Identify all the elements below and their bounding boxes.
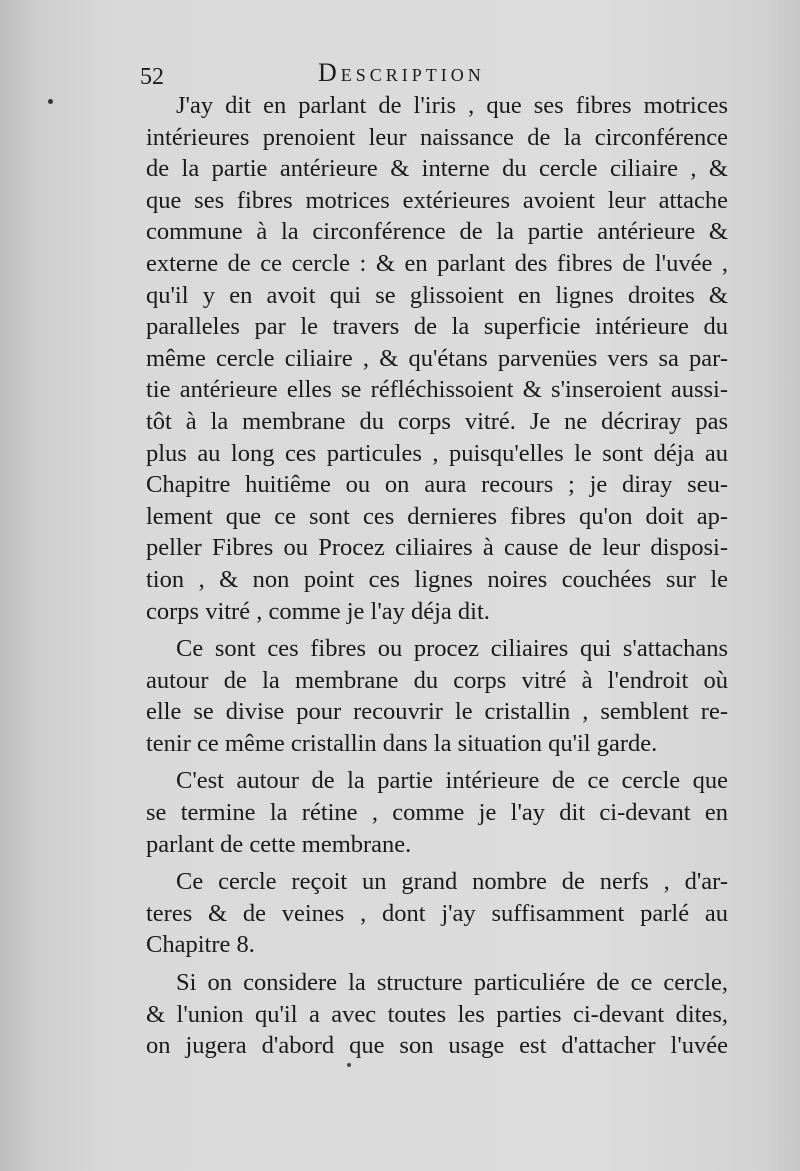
text-line: autour de la membrane du corps vitré à l'endroit où xyxy=(146,666,728,694)
text-line: paralleles par le travers de la superficie intérieure du xyxy=(146,313,728,341)
paragraph-3 xyxy=(146,765,728,860)
text-line: & l'union qu'il a avec toutes les parties ci-devant dites, xyxy=(146,1000,728,1028)
text-line: que ses fibres motrices extérieures avoient leur attache xyxy=(146,186,728,214)
text-line: Si on considere la structure particuliére de ce cercle, xyxy=(176,969,728,997)
text-line: C'est autour de la partie intérieure de ce cercle que xyxy=(176,767,728,795)
text-line: commune à la circonférence de la partie antérieure & xyxy=(146,218,728,246)
text-line: elle se divise pour recouvrir le cristallin , semblent re- xyxy=(146,698,728,726)
text-line: plus au long ces particules , puisqu'elles le sont déja au xyxy=(146,439,728,467)
text-line: de la partie antérieure & interne du cercle ciliaire , & xyxy=(146,155,728,183)
text-line: Ce sont ces fibres ou procez ciliaires qui s'attachans xyxy=(176,635,728,663)
text-line: qu'il y en avoit qui se glissoient en lignes droites & xyxy=(146,281,728,309)
text-line: tion , & non point ces lignes noires couchées sur le xyxy=(146,565,728,593)
page-header xyxy=(0,58,800,92)
text-line: tenir ce même cristallin dans la situation qu'il garde. xyxy=(146,729,658,757)
text-line: Chapitre huitiême ou on aura recours ; je diray seu- xyxy=(146,471,728,499)
paragraph-5 xyxy=(146,967,728,1062)
text-line: corps vitré , comme je l'ay déja dit. xyxy=(146,597,490,625)
page-number: 52 xyxy=(140,64,164,90)
paragraph-1 xyxy=(146,90,728,627)
text-line: peller Fibres ou Procez ciliaires à cause de leur disposi- xyxy=(146,534,728,562)
text-line: J'ay dit en parlant de l'iris , que ses fibres motrices xyxy=(176,92,728,119)
margin-mark xyxy=(48,99,53,104)
text-line: Ce cercle reçoit un grand nombre de nerfs , d'ar- xyxy=(176,868,728,896)
text-line: intérieures prenoient leur naissance de la circonférence xyxy=(146,123,728,151)
paragraph-4 xyxy=(146,866,728,961)
bottom-mark xyxy=(347,1063,351,1067)
text-line: teres & de veines , dont j'ay suffisamment parlé au xyxy=(146,899,728,927)
text-line: Chapitre 8. xyxy=(146,931,255,959)
text-line: lement que ce sont ces dernieres fibres qu'on doit ap- xyxy=(146,502,728,530)
text-line: parlant de cette membrane. xyxy=(146,830,412,858)
running-head: Description xyxy=(318,58,485,87)
text-line: externe de ce cercle : & en parlant des fibres de l'uvée , xyxy=(146,249,728,277)
text-line: tie antérieure elles se réfléchissoient & s'inseroient aussi- xyxy=(146,376,728,404)
text-line: même cercle ciliaire , & qu'étans parvenües vers sa par- xyxy=(146,344,728,372)
body-text xyxy=(146,90,728,1068)
paragraph-2 xyxy=(146,633,728,759)
text-line: on jugera d'abord que son usage est d'attacher l'uvée xyxy=(146,1032,728,1060)
text-line: se termine la rétine , comme je l'ay dit ci-devant en xyxy=(146,799,728,827)
text-line: tôt à la membrane du corps vitré. Je ne décriray pas xyxy=(146,407,728,435)
